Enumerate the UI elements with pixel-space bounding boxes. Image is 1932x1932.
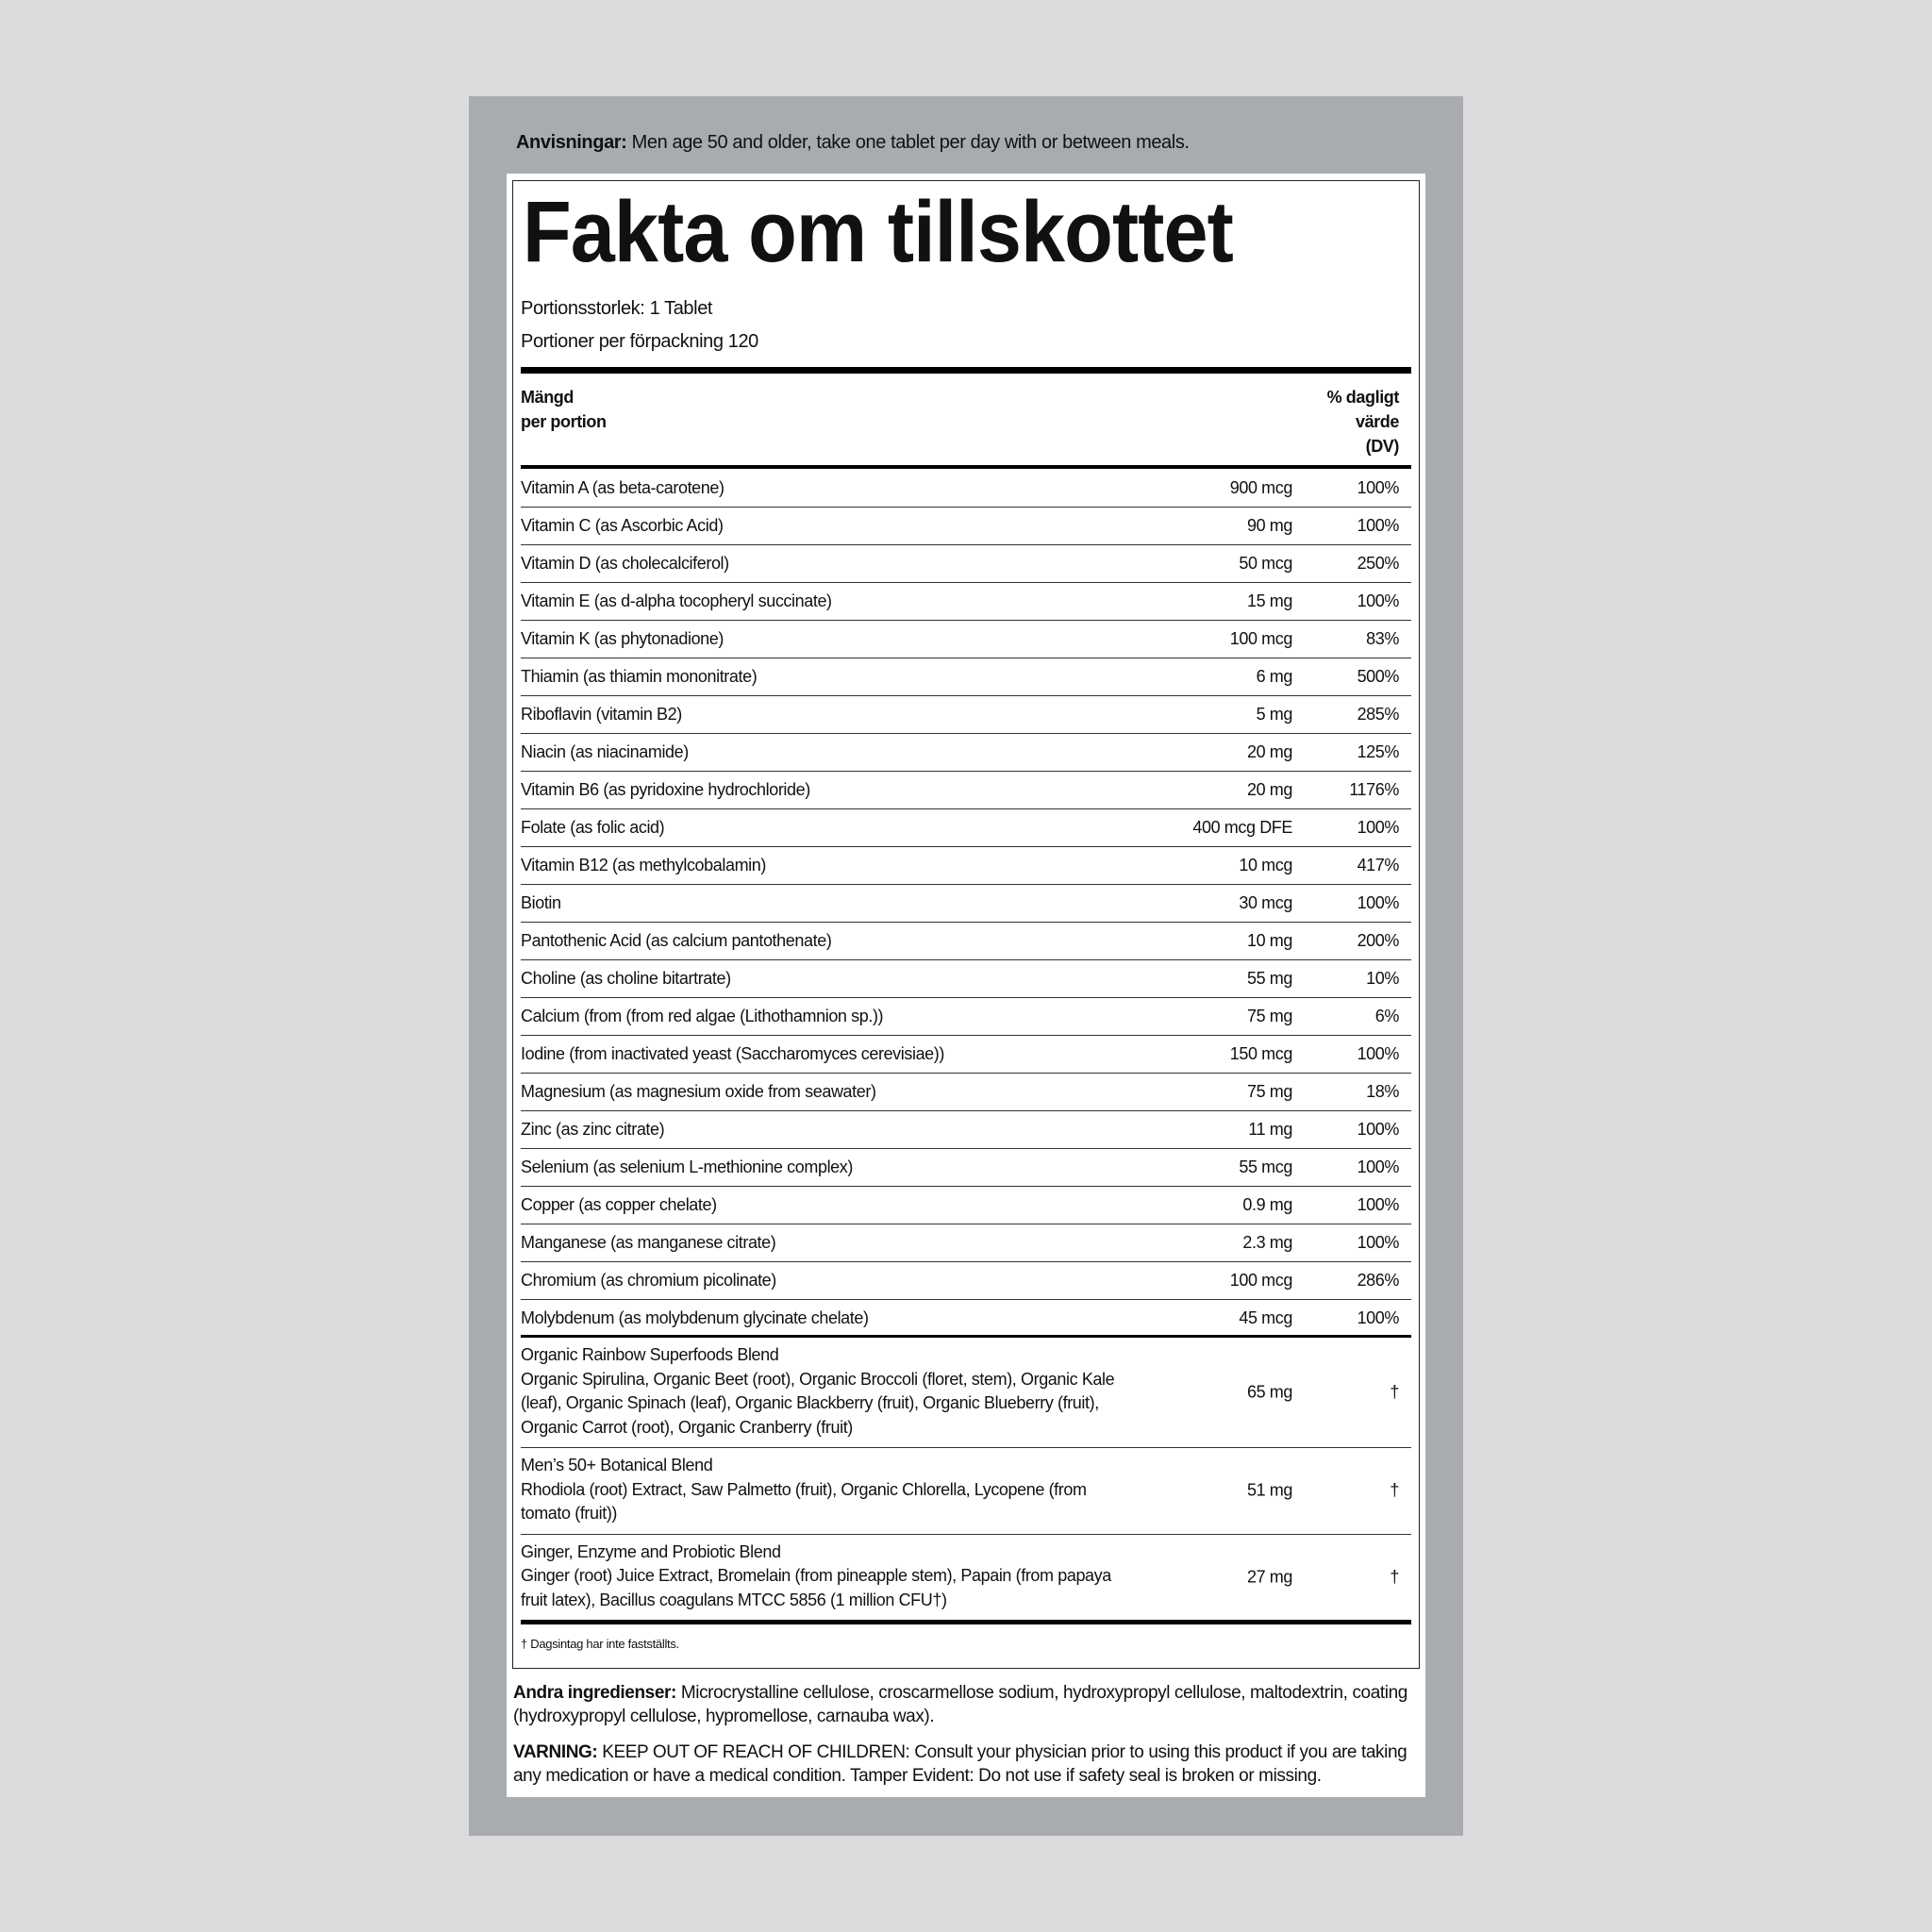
nutrient-name: Pantothenic Acid (as calcium pantothenate) — [521, 931, 832, 950]
nutrient-name: Niacin (as niacinamide) — [521, 742, 689, 761]
nutrient-amount: 11 mg — [1248, 1120, 1292, 1139]
other-ingredients-label: Andra ingredienser: — [513, 1683, 676, 1703]
nutrient-row — [521, 545, 1411, 583]
nutrient-amount: 75 mg — [1246, 1082, 1292, 1101]
nutrient-name: Manganese (as manganese citrate) — [521, 1233, 776, 1252]
nutrient-amount: 30 mcg — [1239, 893, 1292, 912]
nutrient-amount: 900 mcg — [1229, 478, 1292, 497]
nutrient-dv: 417% — [1357, 856, 1399, 874]
other-ingredients — [513, 1681, 1419, 1728]
nutrient-row — [521, 923, 1411, 960]
directions-label: Anvisningar: — [516, 132, 627, 153]
blend-name: Men’s 50+ Botanical Blend — [521, 1456, 713, 1474]
blend-amount: 27 mg — [1246, 1567, 1292, 1586]
nutrient-amount: 55 mcg — [1239, 1158, 1292, 1176]
blend-amount: 65 mg — [1246, 1382, 1292, 1402]
divider-thick — [521, 367, 1411, 374]
dv-header-line: värde — [1355, 412, 1399, 431]
nutrient-amount: 50 mcg — [1239, 554, 1292, 573]
nutrient-name: Selenium (as selenium L-methionine complex) — [521, 1158, 853, 1176]
nutrient-name: Magnesium (as magnesium oxide from seawater) — [521, 1082, 876, 1101]
nutrient-amount: 6 mg — [1256, 667, 1292, 686]
nutrient-dv: 500% — [1357, 667, 1399, 686]
blend-row — [521, 1535, 1411, 1625]
nutrient-row — [521, 772, 1411, 809]
amount-header-line: Mängd — [521, 388, 574, 407]
servings-per-container: Portioner per förpackning 120 — [521, 331, 758, 352]
warning — [513, 1740, 1419, 1788]
nutrient-dv: 18% — [1366, 1082, 1399, 1101]
nutrient-row — [521, 1300, 1411, 1338]
nutrient-name: Vitamin K (as phytonadione) — [521, 629, 724, 648]
nutrient-row — [521, 621, 1411, 658]
nutrient-dv: 83% — [1366, 629, 1399, 648]
directions — [516, 132, 1190, 154]
nutrient-dv: 100% — [1357, 591, 1399, 610]
nutrient-dv: 285% — [1357, 705, 1399, 724]
nutrient-name: Chromium (as chromium picolinate) — [521, 1271, 776, 1290]
nutrient-dv: 6% — [1374, 1007, 1399, 1025]
dv-header-line: (DV) — [1365, 437, 1399, 456]
nutrient-name: Vitamin A (as beta-carotene) — [521, 478, 724, 497]
nutrient-dv: 100% — [1357, 1120, 1399, 1139]
nutrient-row — [521, 696, 1411, 734]
nutrient-table — [521, 470, 1411, 1624]
nutrient-row — [521, 1224, 1411, 1262]
nutrient-amount: 45 mcg — [1239, 1308, 1292, 1327]
nutrient-name: Zinc (as zinc citrate) — [521, 1120, 665, 1139]
nutrient-amount: 90 mg — [1246, 516, 1292, 535]
nutrient-amount: 100 mcg — [1229, 1271, 1292, 1290]
nutrient-row — [521, 1111, 1411, 1149]
nutrient-dv: 286% — [1357, 1271, 1399, 1290]
blend-amount: 51 mg — [1246, 1480, 1292, 1500]
nutrient-dv: 100% — [1357, 1158, 1399, 1176]
nutrient-amount: 150 mcg — [1229, 1044, 1292, 1063]
nutrient-amount: 55 mg — [1246, 969, 1292, 988]
nutrient-amount: 2.3 mg — [1242, 1233, 1292, 1252]
nutrient-amount: 0.9 mg — [1242, 1195, 1292, 1214]
nutrient-name: Riboflavin (vitamin B2) — [521, 705, 682, 724]
nutrient-amount: 10 mg — [1246, 931, 1292, 950]
nutrient-amount: 15 mg — [1246, 591, 1292, 610]
nutrient-row — [521, 470, 1411, 508]
nutrient-row — [521, 1262, 1411, 1300]
nutrient-row — [521, 1149, 1411, 1187]
nutrient-dv: 100% — [1357, 478, 1399, 497]
nutrient-row — [521, 1074, 1411, 1111]
blend-ingredients: Ginger (root) Juice Extract, Bromelain (from pineapple stem), Papain (from papaya fruit latex), Bacillus coagulans MTCC 5856 (1 million CFU†) — [521, 1566, 1111, 1609]
nutrient-name: Vitamin B6 (as pyridoxine hydrochloride) — [521, 780, 810, 799]
blend-name: Organic Rainbow Superfoods Blend — [521, 1345, 779, 1364]
nutrient-dv: 100% — [1357, 1195, 1399, 1214]
nutrient-name: Vitamin B12 (as methylcobalamin) — [521, 856, 766, 874]
dv-header-line: % dagligt — [1326, 388, 1399, 407]
supplement-facts-box — [512, 180, 1420, 1669]
warning-label: VARNING: — [513, 1742, 598, 1762]
nutrient-amount: 100 mcg — [1229, 629, 1292, 648]
nutrient-name: Copper (as copper chelate) — [521, 1195, 717, 1214]
nutrient-row — [521, 734, 1411, 772]
nutrient-name: Vitamin E (as d-alpha tocopheryl succinate) — [521, 591, 832, 610]
blend-row — [521, 1448, 1411, 1535]
nutrient-dv: 100% — [1357, 516, 1399, 535]
blend-ingredients: Organic Spirulina, Organic Beet (root), Organic Broccoli (floret, stem), Organic Kale (leaf), Organic Spinach (leaf), Organic Blackberry (fruit), Organic Blueberry (fruit), Organic Carrot (root), Organic Cranberry (fruit) — [521, 1369, 1115, 1437]
blend-name: Ginger, Enzyme and Probiotic Blend — [521, 1541, 781, 1561]
nutrient-row — [521, 847, 1411, 885]
nutrient-name: Vitamin D (as cholecalciferol) — [521, 554, 729, 573]
facts-title: Fakta om tillskottet — [523, 184, 1233, 280]
nutrient-name: Molybdenum (as molybdenum glycinate chelate) — [521, 1308, 869, 1327]
nutrient-dv: 200% — [1357, 931, 1399, 950]
nutrient-amount: 75 mg — [1246, 1007, 1292, 1025]
nutrient-amount: 5 mg — [1256, 705, 1292, 724]
directions-text: Men age 50 and older, take one tablet per day with or between meals. — [631, 132, 1190, 153]
nutrient-name: Thiamin (as thiamin mononitrate) — [521, 667, 758, 686]
nutrient-dv: 1176% — [1349, 780, 1399, 799]
blend-dv: † — [1390, 1382, 1399, 1402]
warning-text: KEEP OUT OF REACH OF CHILDREN: Consult your physician prior to using this product if you are taking any medication or have a medical condition. Tamper Evident: Do not use if safety seal is broken or missing. — [513, 1742, 1407, 1786]
nutrient-row — [521, 960, 1411, 998]
blend-dv: † — [1390, 1567, 1399, 1586]
nutrient-row — [521, 658, 1411, 696]
nutrient-name: Biotin — [521, 893, 561, 912]
blend-ingredients: Rhodiola (root) Extract, Saw Palmetto (fruit), Organic Chlorella, Lycopene (from tomato (fruit)) — [521, 1479, 1087, 1523]
amount-header — [521, 385, 607, 434]
nutrient-name: Folate (as folic acid) — [521, 818, 665, 837]
nutrient-dv: 10% — [1366, 969, 1399, 988]
nutrient-dv: 250% — [1357, 554, 1399, 573]
nutrient-row — [521, 809, 1411, 847]
nutrient-row — [521, 1187, 1411, 1224]
nutrient-amount: 10 mcg — [1239, 856, 1292, 874]
nutrient-dv: 100% — [1357, 893, 1399, 912]
nutrient-amount: 400 mcg DFE — [1192, 818, 1292, 837]
footnote: † Dagsintag har inte fastställts. — [521, 1637, 679, 1651]
other-ingredients-text: Microcrystalline cellulose, croscarmellose sodium, hydroxypropyl cellulose, maltodextrin, coating (hydroxypropyl cellulose, hypromellose, carnauba wax). — [513, 1683, 1407, 1726]
amount-header-line: per portion — [521, 412, 607, 431]
nutrient-name: Choline (as choline bitartrate) — [521, 969, 731, 988]
nutrient-amount: 20 mg — [1246, 742, 1292, 761]
nutrient-row — [521, 998, 1411, 1036]
divider-thick — [521, 465, 1411, 469]
nutrient-name: Vitamin C (as Ascorbic Acid) — [521, 516, 724, 535]
nutrient-row — [521, 885, 1411, 923]
blend-dv: † — [1390, 1480, 1399, 1500]
nutrient-dv: 100% — [1357, 1044, 1399, 1063]
nutrient-name: Iodine (from inactivated yeast (Saccharomyces cerevisiae)) — [521, 1044, 944, 1063]
serving-size: Portionsstorlek: 1 Tablet — [521, 298, 713, 319]
nutrient-dv: 100% — [1357, 1308, 1399, 1327]
nutrient-row — [521, 508, 1411, 545]
nutrient-dv: 100% — [1357, 818, 1399, 837]
nutrient-row — [521, 583, 1411, 621]
nutrient-dv: 125% — [1357, 742, 1399, 761]
nutrient-amount: 20 mg — [1246, 780, 1292, 799]
nutrient-dv: 100% — [1357, 1233, 1399, 1252]
dv-header — [1327, 385, 1399, 458]
nutrient-row — [521, 1036, 1411, 1074]
nutrient-name: Calcium (from (from red algae (Lithothamnion sp.)) — [521, 1007, 884, 1025]
blend-row — [521, 1338, 1411, 1448]
